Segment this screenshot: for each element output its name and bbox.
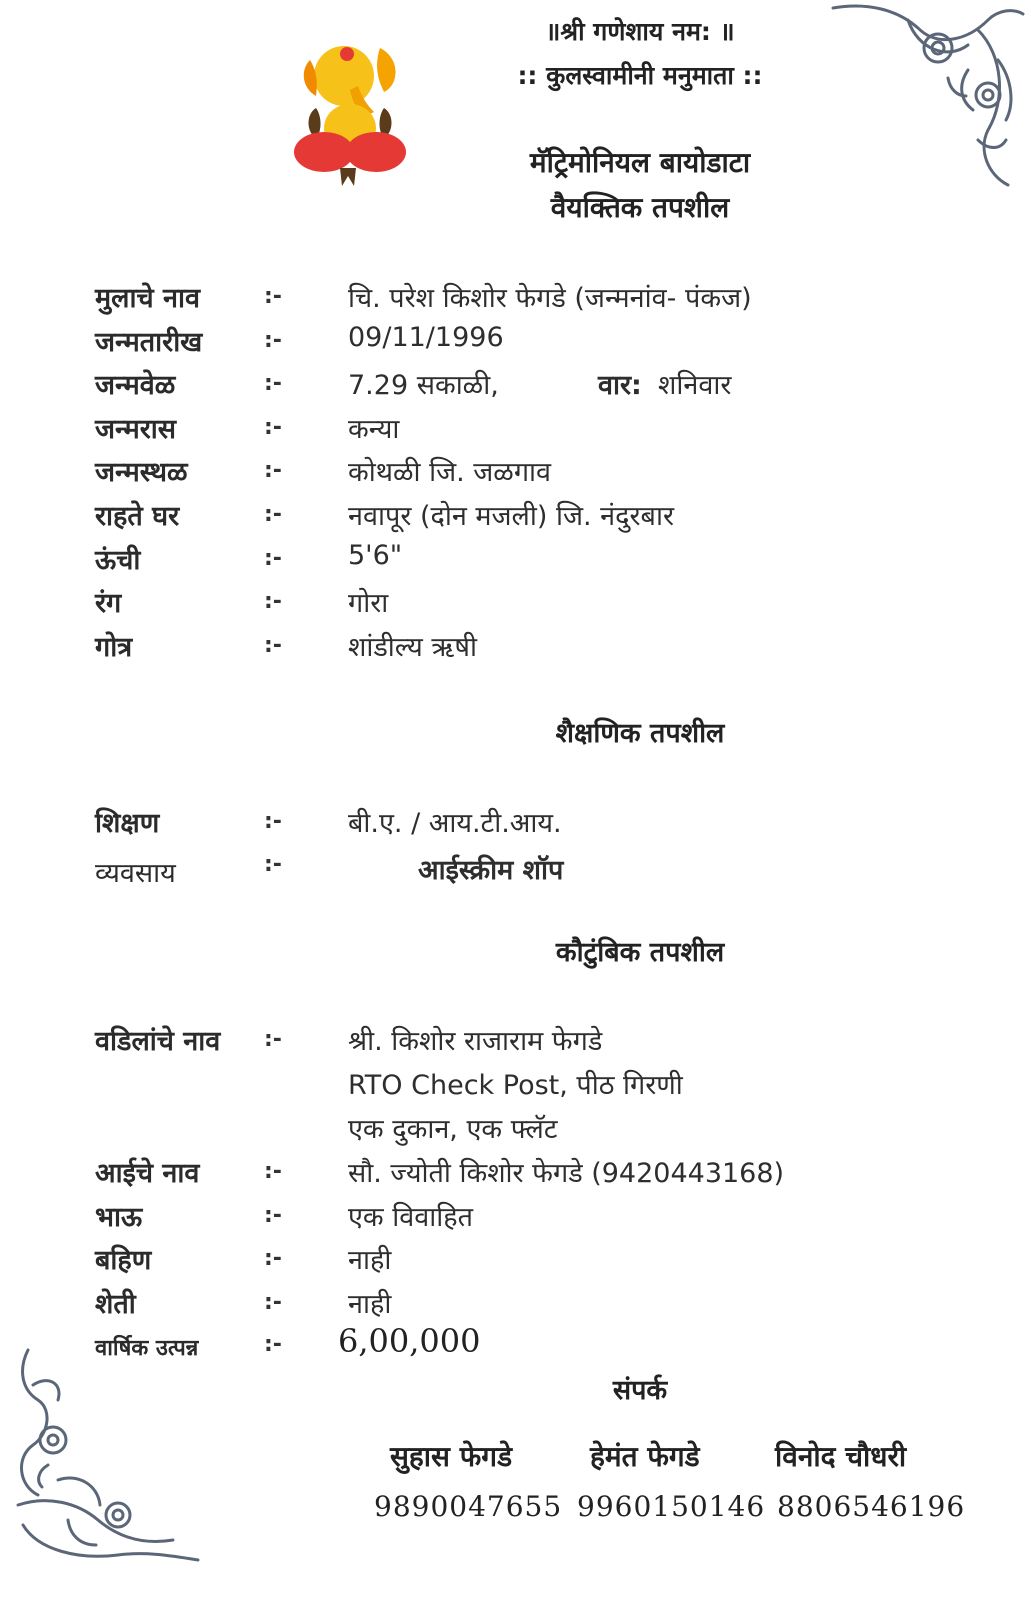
page-title: मॅट्रिमोनियल बायोडाटा <box>529 146 751 179</box>
field-separator: :- <box>264 589 282 614</box>
field-value: आईस्क्रीम शॉप <box>418 855 564 886</box>
field-value: सौ. ज्योती किशोर फेगडे (9420443168) <box>348 1158 785 1189</box>
field-value: 5'6" <box>348 540 403 571</box>
contact-name: हेमंत फेगडे <box>590 1440 700 1473</box>
field-separator: :- <box>264 1203 282 1228</box>
field-value: गोरा <box>348 588 389 619</box>
field-value: 09/11/1996 <box>348 322 504 353</box>
ganesha-icon <box>292 40 407 190</box>
income-value: 6,00,000 <box>338 1322 481 1360</box>
field-value: बी.ए. / आय.टी.आय. <box>348 808 562 839</box>
contact-phone: 8806546196 <box>777 1490 966 1523</box>
field-value: नाही <box>348 1245 392 1276</box>
field-value: 7.29 सकाळी, <box>348 370 499 401</box>
field-value: नाही <box>348 1289 392 1320</box>
education-section-heading: शैक्षणिक तपशील <box>555 718 725 749</box>
contact-heading: संपर्क <box>612 1375 668 1406</box>
field-separator: :- <box>264 1290 282 1315</box>
invocation-text: ॥श्री गणेशाय नम: ॥ <box>545 17 735 46</box>
father-occupation: RTO Check Post, पीठ गिरणी <box>348 1070 683 1101</box>
contact-name: सुहास फेगडे <box>390 1440 513 1473</box>
field-separator: :- <box>264 1332 282 1357</box>
field-label: शेती <box>95 1289 136 1320</box>
weekday-value: शनिवार <box>658 370 732 401</box>
field-separator: :- <box>264 458 282 483</box>
field-separator: :- <box>264 1159 282 1184</box>
field-label: मुलाचे नाव <box>95 283 200 314</box>
field-value: नवापूर (दोन मजली) जि. नंदुरबार <box>348 501 674 532</box>
field-separator: :- <box>264 1246 282 1271</box>
field-label: जन्मस्थळ <box>95 457 188 488</box>
corner-ornament-icon <box>8 1345 208 1565</box>
field-label: गोत्र <box>95 632 133 663</box>
income-label: वार्षिक उत्पन्न <box>95 1336 199 1361</box>
field-label: आईचे नाव <box>95 1158 200 1189</box>
field-value: कोथळी जि. जळगाव <box>348 457 552 488</box>
field-label: शिक्षण <box>95 808 160 839</box>
field-label: राहते घर <box>95 501 180 532</box>
field-separator: :- <box>264 852 282 877</box>
field-label: जन्मरास <box>95 414 177 445</box>
family-section-heading: कौटुंबिक तपशील <box>555 937 725 968</box>
deity-text: :: कुलस्वामीनी मनुमाता :: <box>517 61 763 90</box>
field-label: वडिलांचे नाव <box>95 1026 221 1057</box>
contact-name: विनोद चौधरी <box>775 1440 907 1473</box>
field-separator: :- <box>264 502 282 527</box>
contact-phone: 9890047655 <box>374 1490 563 1523</box>
field-label: ऊंची <box>95 545 141 576</box>
field-label: बहिण <box>95 1245 152 1276</box>
personal-section-heading: वैयक्तिक तपशील <box>550 191 730 224</box>
father-name: श्री. किशोर राजाराम फेगडे <box>348 1026 603 1057</box>
field-separator: :- <box>264 415 282 440</box>
corner-ornament-icon <box>828 0 1028 195</box>
field-separator: :- <box>264 633 282 658</box>
field-separator: :- <box>264 546 282 571</box>
field-label: जन्मतारीख <box>95 327 203 358</box>
field-label: रंग <box>95 588 122 619</box>
weekday-label: वार: <box>598 370 642 401</box>
field-value: कन्या <box>348 414 400 445</box>
field-separator: :- <box>264 809 282 834</box>
field-separator: :- <box>264 1027 282 1052</box>
field-separator: :- <box>264 328 282 353</box>
field-value: शांडील्य ऋषी <box>348 632 478 663</box>
field-value: चि. परेश किशोर फेगडे (जन्मनांव- पंकज) <box>348 283 752 314</box>
field-label: व्यवसाय <box>95 858 176 889</box>
field-value: एक विवाहित <box>348 1202 473 1233</box>
field-separator: :- <box>264 371 282 396</box>
field-label: भाऊ <box>95 1202 143 1233</box>
father-property: एक दुकान, एक फ्लॅट <box>348 1114 558 1145</box>
field-separator: :- <box>264 284 282 309</box>
contact-phone: 9960150146 <box>577 1490 766 1523</box>
field-label: जन्मवेळ <box>95 370 176 401</box>
